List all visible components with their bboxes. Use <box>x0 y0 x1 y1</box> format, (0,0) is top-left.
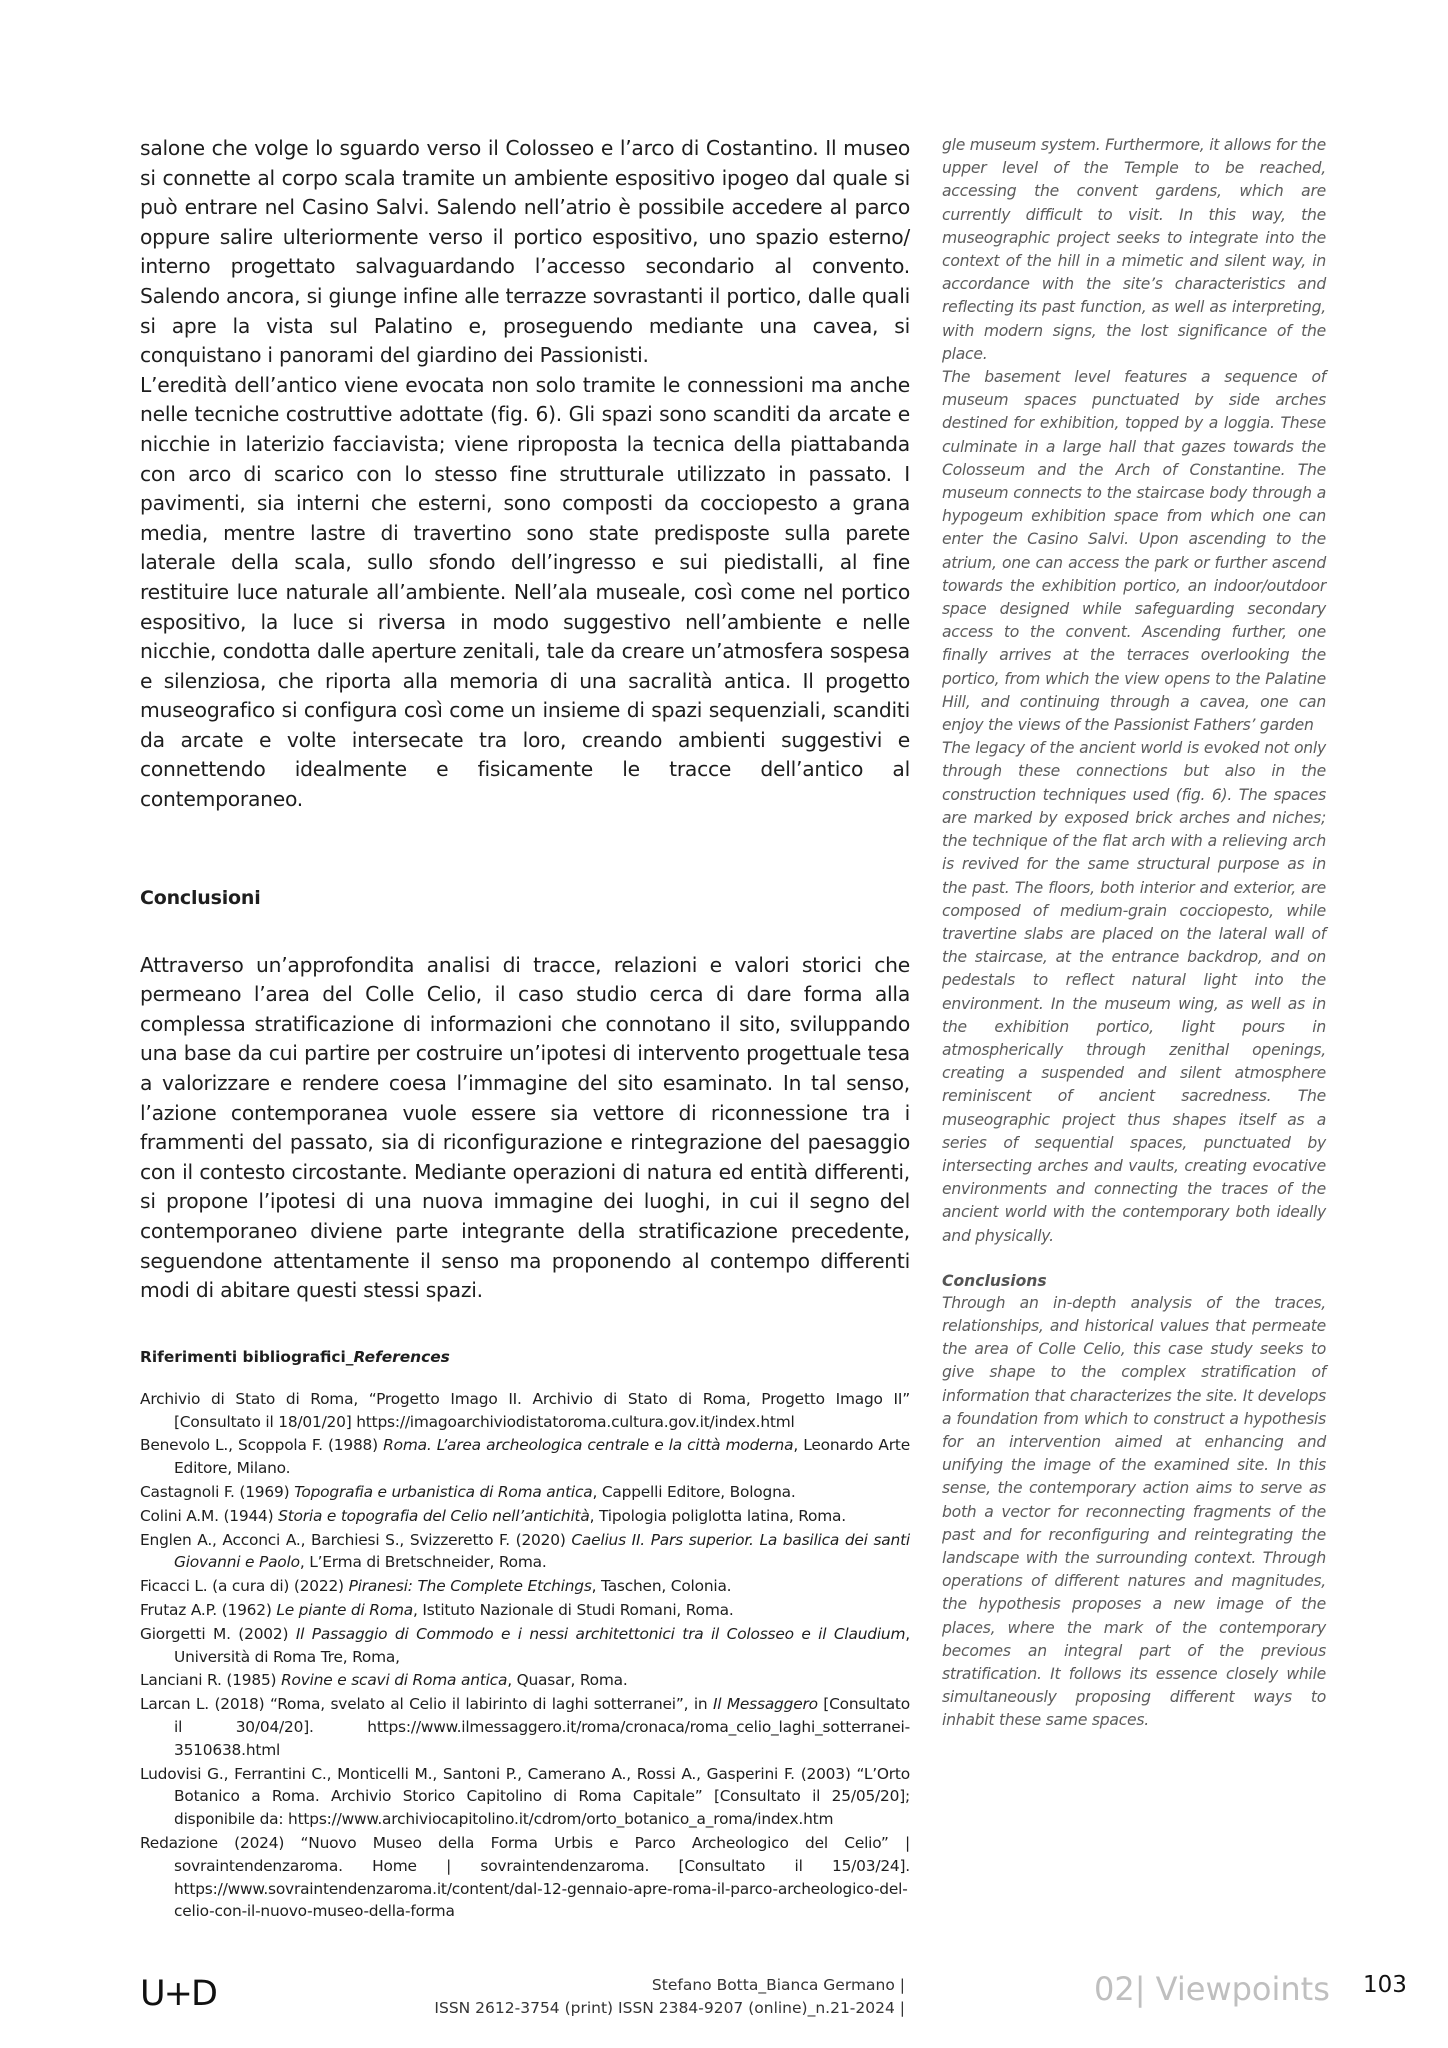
english-paragraph: The basement level features a sequence of museum spaces punctuated by side arches destined for exhibition, topped by a loggia. These culminate in a large hall that gazes towards the Colosseum and the Arch of Constantine. The museum connects to the staircase body through a hypogeum exhibition space from which one can enter the Casino Salvi. Upon ascending to the atrium, one can access the park or further ascend towards the exhibition portico, an indoor/outdoor space designed while safeguarding secondary access to the convent. Ascending further, one finally arrives at the terraces overlooking the portico, from which the view opens to the Palatine Hill, and continuing through a cavea, one can enjoy the views of the Passionist Fathers’ garden <box>942 368 1326 735</box>
reference-item <box>140 1529 910 1575</box>
body-paragraph: salone che volge lo sguardo verso il Colosseo e l’arco di Costantino. Il museo si connette al corpo scala tramite un ambiente espositivo ipogeo dal quale si può entrare nel Casino Salvi. Salendo nell’atrio è possibile accedere al parco oppure salire ulteriormente verso il portico espositivo, uno spazio esterno/ interno progettato salvaguardando l’accesso secondario al convento. Salendo ancora, si giunge infine alle terrazze sovrastanti il portico, dalle quali si apre la vista sul Palatino e, proseguendo mediante una cavea, si conquistano i panorami del giardino dei Passionisti. <box>140 136 910 368</box>
reference-text: Benevolo L., Scoppola F. (1988) <box>140 1436 384 1455</box>
reference-item <box>140 1575 910 1598</box>
reference-item <box>140 1832 910 1923</box>
reference-item <box>140 1388 910 1434</box>
section-label: 02| Viewpoints <box>1094 1970 1330 2008</box>
footer-citation <box>434 1974 905 2020</box>
reference-text: , Tipologia poliglotta latina, Roma. <box>589 1506 846 1525</box>
reference-text: Giorgetti M. (2002) <box>140 1624 296 1643</box>
reference-text: , Taschen, Colonia. <box>591 1577 732 1596</box>
reference-text: Englen A., Acconci A., Barchiesi S., Svizzeretto F. (2020) <box>140 1530 572 1549</box>
reference-item <box>140 1669 910 1692</box>
reference-title: Il Passaggio di Commodo e i nessi architettonici tra il Colosseo e il Claudium <box>295 1624 906 1643</box>
reference-text: , Quasar, Roma. <box>507 1671 628 1690</box>
italian-text-column <box>140 134 910 1924</box>
english-conclusions-paragraph: Through an in-depth analysis of the traces, relationships, and historical values that permeate the area of Colle Celio, this case study seeks to give shape to the complex stratification of information that characterizes the site. It develops a foundation from which to construct a hypothesis for an intervention aimed at enhancing and unifying the image of the examined site. In this sense, the contemporary action aims to serve as both a vector for reconnecting fragments of the past and for reconfiguring and reintegrating the landscape with the surrounding context. Through operations of different natures and magnitudes, the hypothesis proposes a new image of the places, where the mark of the contemporary becomes an integral part of the previous stratification. It follows its essence closely while simultaneously proposing different ways to inhabit these same spaces. <box>942 1293 1326 1730</box>
body-paragraph: L’eredità dell’antico viene evocata non solo tramite le connessioni ma anche nelle tecniche costruttive adottate (fig. 6). Gli spazi sono scanditi da arcate e nicchie in laterizio facciavista; viene riproposta la tecnica della piattabanda con arco di scarico con lo stesso fine strutturale utilizzato in passato. I pavimenti, sia interni che esterni, sono composti da cocciopesto a grana media, mentre lastre di travertino sono state predisposte sulla parete laterale della scala, sullo sfondo dell’ingresso e sui piedistalli, al fine restituire luce naturale all’ambiente. Nell’ala museale, così come nel portico espositivo, la luce si riversa in modo suggestivo nell’ambiente e nelle nicchie, condotta dalle aperture zenitali, tale da creare un’atmosfera sospesa e silenziosa, che riporta alla memoria di una sacralità antica. Il progetto museografico si configura così come un insieme di spazi sequenziali, scanditi da arcate e volte intersecate tra loro, creando ambienti suggestivi e connettendo idealmente e fisicamente le tracce dell’antico al contemporaneo. <box>140 372 910 812</box>
reference-text: Redazione (2024) “Nuovo Museo della Forma Urbis e Parco Archeologico del Celio” | sovraintendenzaroma. Home | sovraintendenzaroma. [Consultato il 15/03/24]. https://www.sovraintendenzaroma.it/content/dal-12-gennaio-apre-roma-il-parco-archeologico-del-celio-con-il-nuovo-museo-della-forma <box>140 1833 910 1921</box>
reference-title: Rovine e scavi di Roma antica <box>281 1671 508 1690</box>
reference-title: Storia e topografia del Celio nell’antichità <box>278 1506 590 1525</box>
english-paragraph: The legacy of the ancient world is evoked not only through these connections but also in the construction techniques used (fig. 6). The spaces are marked by exposed brick arches and niches; the technique of the flat arch with a relieving arch is revived for the same structural purpose as in the past. The floors, both interior and exterior, are composed of medium-grain cocciopesto, while travertine slabs are placed on the lateral wall of the staircase, at the entrance backdrop, and on pedestals to reflect natural light into the environment. In the museum wing, as well as in the exhibition portico, light pours in atmospherically through zenithal openings, creating a suspended and silent atmosphere reminiscent of ancient sacredness. The museographic project thus shapes itself as a series of sequential spaces, punctuated by intersecting arches and vaults, creating evocative environments and connecting the traces of the ancient world with the contemporary both ideally and physically. <box>942 739 1326 1245</box>
reference-text: Colini A.M. (1944) <box>140 1506 279 1525</box>
reference-text: Castagnoli F. (1969) <box>140 1482 295 1501</box>
journal-logo: U+D <box>140 1974 216 2014</box>
reference-text: [Consultato il 30/04/20]. https://www.ilmessaggero.it/roma/cronaca/roma_celio_laghi_sotterranei-3510638.html <box>174 1695 910 1759</box>
references-heading: Riferimenti bibliografici_References <box>140 1347 450 1366</box>
reference-item <box>140 1434 910 1480</box>
reference-text: Ludovisi G., Ferrantini C., Monticelli M., Santoni P., Camerano A., Rossi A., Gasperini F. (2003) “L’Orto Botanico a Roma. Archivio Storico Capitolino di Roma Capitale” [Consultato il 25/05/20]; disponibile da: https://www.archiviocapitolino.it/cdrom/orto_botanico_a_roma/index.htm <box>140 1764 910 1829</box>
english-conclusions-heading: Conclusions <box>942 1271 1047 1290</box>
reference-text: Lanciani R. (1985) <box>140 1671 282 1690</box>
reference-item <box>140 1693 910 1761</box>
english-paragraph: gle museum system. Furthermore, it allows for the upper level of the Temple to be reached, accessing the convent gardens, which are currently difficult to visit. In this way, the museographic project seeks to integrate into the context of the hill in a mimetic and silent way, in accordance with the site’s characteristics and reflecting its past function, as well as interpreting, with modern signs, the lost significance of the place. <box>942 136 1326 363</box>
reference-title: Il Messaggero <box>712 1695 818 1714</box>
reference-text: , Cappelli Editore, Bologna. <box>592 1482 796 1501</box>
reference-item <box>140 1505 910 1528</box>
reference-item <box>140 1599 910 1622</box>
reference-item <box>140 1481 910 1504</box>
references-list <box>140 1388 910 1923</box>
reference-title: Le piante di Roma <box>276 1600 413 1619</box>
footer-issn: ISSN 2612-3754 (print) ISSN 2384-9207 (online)_n.21-2024 | <box>434 1999 905 2017</box>
reference-text: , Istituto Nazionale di Studi Romani, Roma. <box>412 1600 734 1619</box>
reference-text: Archivio di Stato di Roma, “Progetto Imago II. Archivio di Stato di Roma, Progetto Imago II” [Consultato il 18/01/20] https://imagoarchiviodistatoroma.cultura.gov.it/index.html <box>140 1389 910 1431</box>
english-text-column <box>942 134 1326 1733</box>
reference-text: , Università di Roma Tre, Roma, <box>174 1624 910 1666</box>
reference-text: Larcan L. (2018) “Roma, svelato al Celio il labirinto di laghi sotterranei”, in <box>140 1695 713 1714</box>
page-footer <box>0 1972 1448 2032</box>
conclusions-paragraph: Attraverso un’approfondita analisi di tracce, relazioni e valori storici che permeano l’area del Colle Celio, il caso studio cerca di dare forma alla complessa stratificazione di informazioni che connotano il sito, sviluppando una base da cui partire per costruire un’ipotesi di intervento progettuale tesa a valorizzare e rendere coesa l’immagine del sito esaminato. In tal senso, l’azione contemporanea vuole essere sia vettore di riconnessione tra i frammenti del passato, sia di riconfigurazione e rintegrazione del paesaggio con il contesto circostante. Mediante operazioni di natura ed entità differenti, si propone l’ipotesi di una nuova immagine dei luoghi, in cui il segno del contemporaneo diviene parte integrante della stratificazione precedente, seguendone attentamente il senso ma proponendo al contempo differenti modi di abitare questi stessi spazi. <box>140 952 910 1303</box>
reference-item <box>140 1623 910 1669</box>
reference-title: Piranesi: The Complete Etchings <box>348 1577 592 1596</box>
reference-title: Roma. L’area archeologica centrale e la città moderna <box>383 1436 794 1455</box>
reference-title: Topografia e urbanistica di Roma antica <box>294 1482 593 1501</box>
reference-title: Caelius II. Pars superior. La basilica dei santi Giovanni e Paolo <box>174 1530 910 1572</box>
page-number: 103 <box>1363 1972 1407 1998</box>
reference-text: , L’Erma di Bretschneider, Roma. <box>299 1553 547 1572</box>
reference-text: , Leonardo Arte Editore, Milano. <box>174 1436 910 1478</box>
reference-item <box>140 1763 910 1831</box>
footer-authors: Stefano Botta_Bianca Germano | <box>651 1976 905 1994</box>
reference-text: Frutaz A.P. (1962) <box>140 1600 277 1619</box>
conclusions-heading: Conclusioni <box>140 886 261 909</box>
reference-text: Ficacci L. (a cura di) (2022) <box>140 1577 349 1596</box>
